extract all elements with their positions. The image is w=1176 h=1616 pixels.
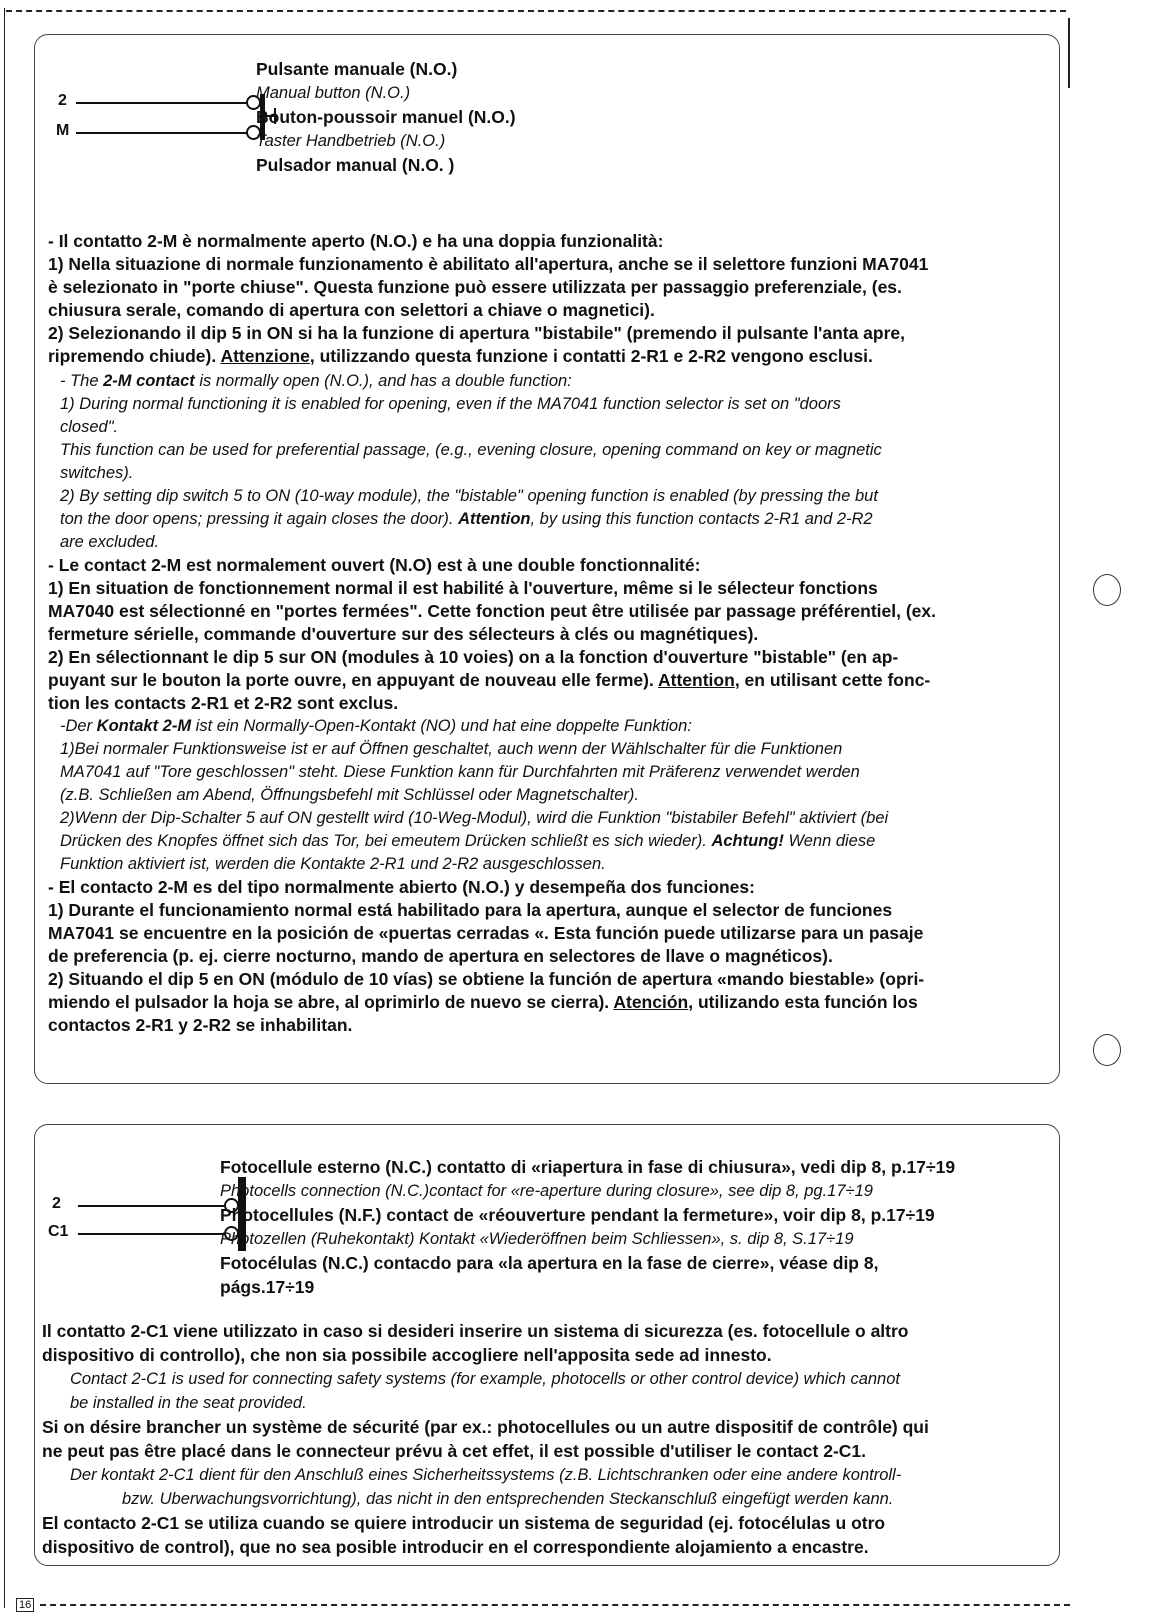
label-it: Fotocellule esterno (N.C.) contatto di «riapertura in fase di chiusura», vedi dip 8, p.17÷19 (220, 1157, 956, 1177)
left-edge-line (4, 8, 5, 1608)
es-line: 1) Durante el funcionamiento normal está habilitado para la apertura, aunque el selector de funciones (48, 900, 893, 920)
de-line: MA7041 auf "Tore geschlossen" steht. Diese Funktion kann für Durchfahrten mit Präferenz verwendet werden (60, 763, 860, 781)
binder-hole-icon (1093, 574, 1121, 606)
de-line: Funktion aktiviert ist, werden die Kontakte 2-R1 und 2-R2 ausgeschlossen. (60, 855, 606, 873)
label-fr: Photocellules (N.F.) contact de «réouverture pendant la fermeture», voir dip 8, p.17÷19 (220, 1205, 935, 1225)
de-line: 2)Wenn der Dip-Schalter 5 auf ON gestellt wird (10-Weg-Modul), wird die Funktion "bistabiler Befehl" aktiviert (bei (60, 809, 889, 827)
fr-line: Si on désire brancher un système de sécurité (par ex.: photocellules ou un autre dispositif de contrôle) qui (42, 1417, 929, 1437)
binder-hole-icon (1093, 1034, 1121, 1066)
es-line: El contacto 2-C1 se utiliza cuando se quiere introducir un sistema de seguridad (ej. fotocélulas u otro (42, 1513, 886, 1533)
en-line: ton the door opens; pressing it again closes the door). Attention, by using this function contacts 2-R1 and 2-R2 (60, 510, 873, 528)
terminal-2-label: 2 (52, 1195, 61, 1212)
es-line: 2) Situando el dip 5 en ON (módulo de 10 vías) se obtiene la función de apertura «mando biestable» (opri- (48, 969, 925, 989)
it-line: 2) Selezionando il dip 5 in ON si ha la funzione di apertura "bistabile" (premendo il pulsante l'anta apre, (48, 323, 906, 343)
terminal-c1-label: C1 (48, 1223, 69, 1240)
de-line: Drücken des Knopfes öffnet sich das Tor, bei emeutem Drücken schließt es sich wieder). Achtung! Wenn diese (60, 832, 876, 850)
top-border (6, 10, 1066, 12)
es-line: de preferencia (p. ej. cierre nocturno, mando de apertura en selectores de llave o magnéticos). (48, 946, 833, 966)
fr-line: MA7040 est sélectionné en "portes fermées". Cette fonction peut être utilisée par passage préférentiel, (ex. (48, 601, 936, 621)
right-edge-line (1068, 18, 1070, 88)
label-fr: Bouton-poussoir manuel (N.O.) (256, 107, 516, 127)
de-line: -Der Kontakt 2-M ist ein Normally-Open-Kontakt (NO) und hat eine doppelte Funktion: (60, 717, 692, 735)
de-line: 1)Bei normaler Funktionsweise ist er auf Öffnen geschaltet, auch wenn der Wählschalter für die Funktionen (60, 740, 843, 758)
fr-line: tion les contacts 2-R1 et 2-R2 sont exclus. (48, 693, 399, 713)
es-line: - El contacto 2-M es del tipo normalmente abierto (N.O.) y desempeña dos funciones: (48, 877, 755, 897)
it-line: Il contatto 2-C1 viene utilizzato in caso si desideri inserire un sistema di sicurezza (es. fotocellule o altro (42, 1321, 909, 1341)
it-line: 1) Nella situazione di normale funzionamento è abilitato all'apertura, anche se il selettore funzioni MA7041 (48, 254, 929, 274)
en-line: This function can be used for preferential passage, (e.g., evening closure, opening command on key or magnetic (60, 441, 882, 459)
page-number: 16 (16, 1598, 34, 1612)
label-de: Taster Handbetrieb (N.O.) (256, 132, 446, 150)
en-line: 1) During normal functioning it is enabled for opening, even if the MA7041 function selector is set on "doors (60, 395, 841, 413)
fr-line: - Le contact 2-M est normalement ouvert (N.O) est à une double fonctionnalité: (48, 555, 701, 575)
en-line: closed". (60, 418, 119, 436)
terminal-2-label: 2 (58, 92, 67, 109)
fr-line: 2) En sélectionnant le dip 5 sur ON (modules à 10 voies) on a la fonction d'ouverture "bistable" (en ap- (48, 647, 899, 667)
en-line: Contact 2-C1 is used for connecting safety systems (for example, photocells or other control device) which cannot (70, 1370, 900, 1388)
label-en: Photocells connection (N.C.)contact for «re-aperture during closure», see dip 8, pg.17÷19 (220, 1182, 873, 1200)
terminal-m-label: M (56, 122, 70, 139)
de-line: bzw. Uberwachungsvorrichtung), das nicht in den entsprechenden Steckanschluß eingefügt werden kann. (122, 1490, 894, 1508)
fr-line: 1) En situation de fonctionnement normal il est habilité à l'ouverture, même si le sélecteur fonctions (48, 578, 878, 598)
label-it: Pulsante manuale (N.O.) (256, 59, 458, 79)
label-de: Photozellen (Ruhekontakt) Kontakt «Wiederöffnen beim Schliessen», s. dip 8, S.17÷19 (220, 1230, 854, 1248)
it-line: - Il contatto 2-M è normalmente aperto (N.O.) e ha una doppia funzionalità: (48, 231, 664, 251)
it-line: ripremendo chiude). Attenzione, utilizzando questa funzione i contatti 2-R1 e 2-R2 vengono esclusi. (48, 346, 873, 366)
it-line: è selezionato in "porte chiuse". Questa funzione può essere utilizzata per passaggio preferenziale, (es. (48, 277, 902, 297)
fr-line: ne peut pas être placé dans le connecteur prévu à cet effet, il est possible d'utiliser le contact 2-C1. (42, 1441, 867, 1461)
label-en: Manual button (N.O.) (256, 84, 411, 102)
photocell-diagram (48, 1185, 228, 1255)
fr-line: puyant sur le bouton la porte ouvre, en appuyant de nouveau elle ferme). Attention, en utilisant cette fonc- (48, 670, 931, 690)
manual-button-diagram (50, 80, 250, 150)
de-line: Der kontakt 2-C1 dient für den Anschluß eines Sicherheitssystems (z.B. Lichtschranken oder eine andere kontroll- (70, 1466, 902, 1484)
label-es: Fotocélulas (N.C.) contacdo para «la apertura en la fase de cierre», véase dip 8, (220, 1253, 879, 1273)
label-es: Pulsador manual (N.O. ) (256, 155, 455, 175)
en-line: are excluded. (60, 533, 160, 551)
es-line: contactos 2-R1 y 2-R2 se inhabilitan. (48, 1015, 353, 1035)
it-line: dispositivo di controllo), che non sia possibile accogliere nell'apposita sede ad innesto. (42, 1345, 772, 1365)
de-line: (z.B. Schließen am Abend, Öffnungsbefehl mit Schlüssel oder Magnetschalter). (60, 786, 640, 804)
fr-line: fermeture sérielle, commande d'ouverture sur des sélecteurs à clés ou magnétiques). (48, 624, 759, 644)
en-line: switches). (60, 464, 134, 482)
en-line: be installed in the seat provided. (70, 1394, 307, 1412)
it-line: chiusura serale, comando di apertura con selettori a chiave o magnetici). (48, 300, 655, 320)
label-es: págs.17÷19 (220, 1277, 315, 1297)
en-line: - The 2-M contact is normally open (N.O.), and has a double function: (60, 372, 572, 390)
en-line: 2) By setting dip switch 5 to ON (10-way module), the "bistable" opening function is enabled (by pressing the but (60, 487, 878, 505)
es-line: miendo el pulsador la hoja se abre, al oprimirlo de nuevo se cierra). Atención, utilizando esta función los (48, 992, 918, 1012)
es-line: dispositivo de control), que no sea posible introducir en el correspondiente alojamiento a encastre. (42, 1537, 869, 1557)
bottom-border (40, 1604, 1070, 1606)
es-line: MA7041 se encuentre en la posición de «puertas cerradas «. Esta función puede utilizarse para un pasaje (48, 923, 924, 943)
